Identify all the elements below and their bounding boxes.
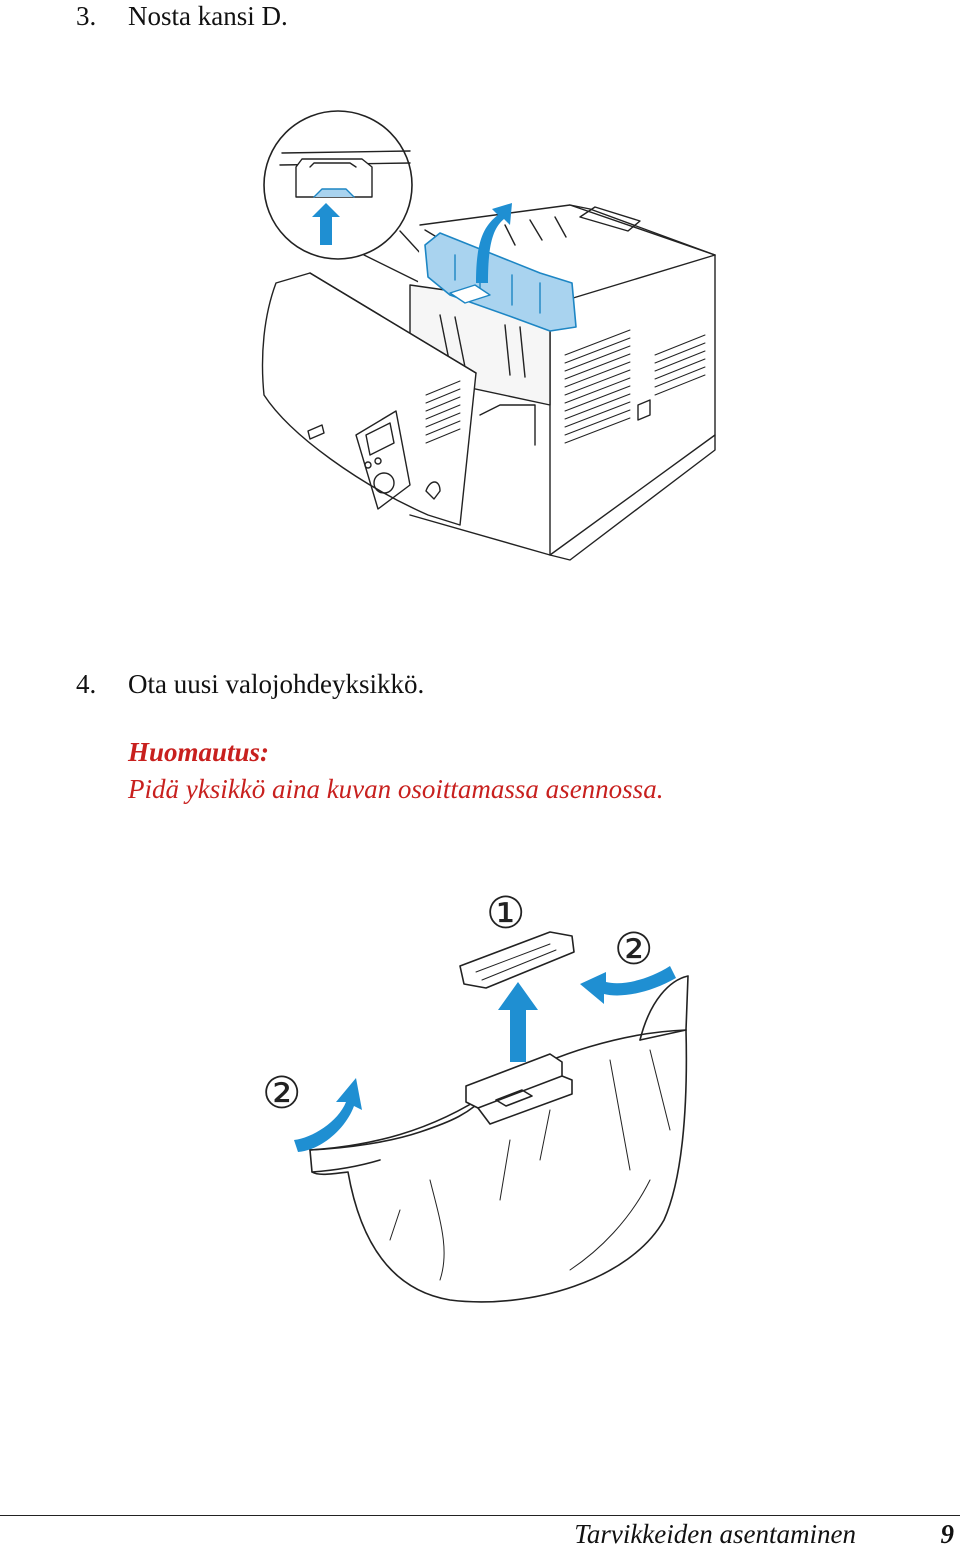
step-number: 3. — [76, 1, 97, 31]
footer-rule — [0, 1515, 960, 1516]
step-number: 4. — [76, 669, 97, 699]
marker-2-right: ② — [614, 924, 654, 975]
step-4 — [76, 668, 424, 700]
step-3 — [76, 0, 288, 32]
step-text: Ota uusi valojohdeyksikkö. — [128, 669, 425, 699]
bag — [310, 1030, 686, 1302]
curved-arrow-left-icon — [294, 1078, 362, 1152]
unit-unpacking-illustration — [250, 880, 710, 1320]
step-text: Nosta kansi D. — [128, 1, 288, 31]
up-arrow-icon — [498, 982, 538, 1062]
printer-cover-illustration — [250, 105, 730, 565]
page-number: 9 — [940, 1519, 954, 1549]
footer-title: Tarvikkeiden asentaminen — [574, 1519, 856, 1549]
marker-1: ① — [486, 888, 526, 939]
protective-cover — [460, 932, 574, 988]
note-body: Pidä yksikkö aina kuvan osoittamassa asennossa. — [128, 774, 664, 804]
marker-2-left: ② — [262, 1068, 302, 1119]
note-title: Huomautus: — [128, 737, 270, 767]
